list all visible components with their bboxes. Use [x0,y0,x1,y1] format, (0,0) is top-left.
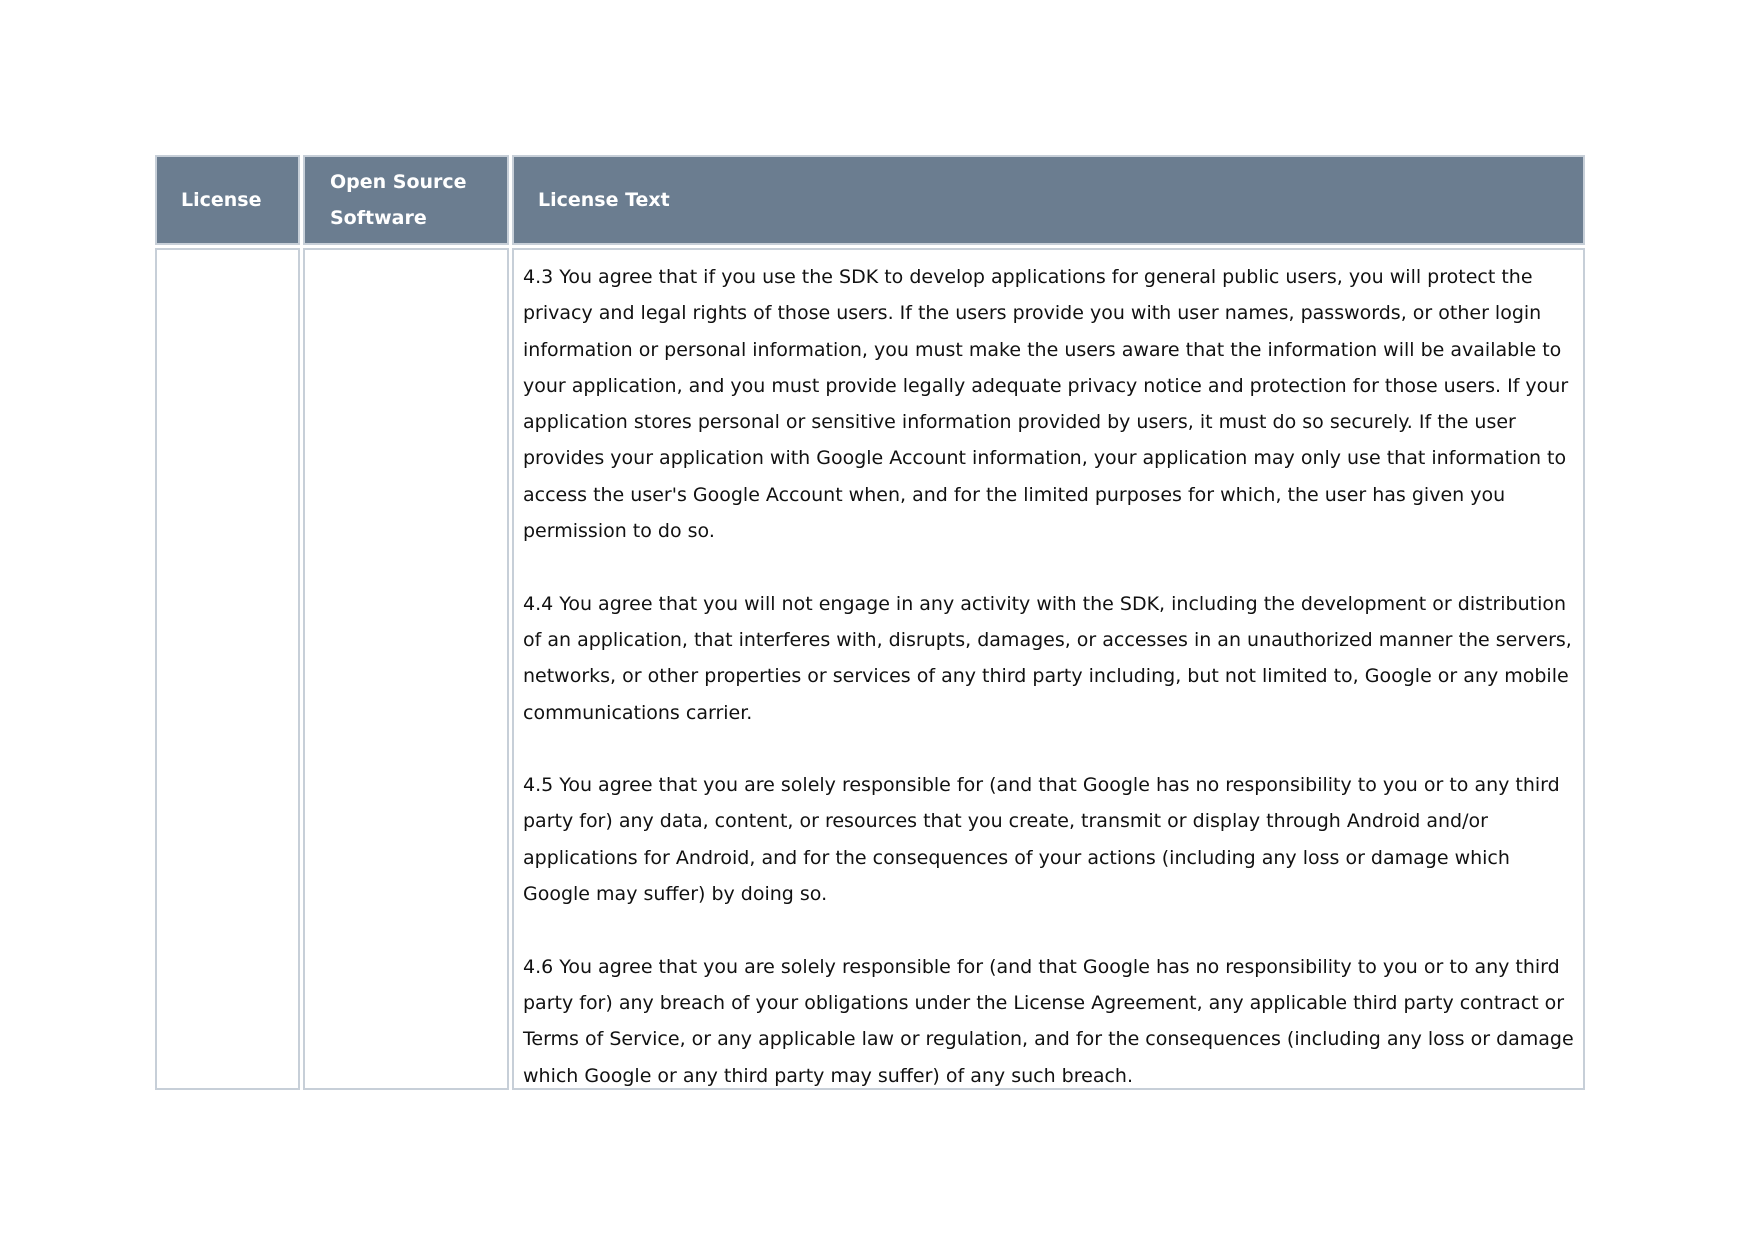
header-open-source-software [303,155,509,245]
cell-license-text [512,248,1585,1090]
cell-license [155,248,300,1090]
header-license [155,155,300,245]
clause-4-6: 4.6 You agree that you are solely responsible for (and that Google has no responsibility to you or to any third party for) any breach of your obligations under the License Agreement, any applicable third party contract or Terms of Service, or any applicable law or regulation, and for the consequences (including any loss or damage which Google or any third party may suffer) of any such breach. [523,955,1574,1087]
clause-4-4: 4.4 You agree that you will not engage in any activity with the SDK, including the development or distribution of an application, that interferes with, disrupts, damages, or accesses in an unauthorized manner the servers, networks, or other properties or services of any third party including, but not limited to, Google or any mobile communications carrier. [523,592,1572,724]
header-software-label-line2: Software [330,207,427,229]
header-license-text [512,155,1585,245]
cell-software [303,248,509,1090]
header-software-label-line1: Open Source [330,171,467,193]
header-license-text-label: License Text [538,189,670,211]
header-software-label [330,164,467,236]
header-license-label: License [181,189,262,211]
clause-4-3: 4.3 You agree that if you use the SDK to develop applications for general public users, you will protect the privacy and legal rights of those users. If the users provide you with user names, passwords, or other login information or personal information, you must make the users aware that the information will be available to your application, and you must provide legally adequate privacy notice and protection for those users. If your application stores personal or sensitive information provided by users, it must do so securely. If the user provides your application with Google Account information, your application may only use that information to access the user's Google Account when, and for the limited purposes for which, the user has given you permission to do so. [523,266,1569,543]
clause-4-5: 4.5 You agree that you are solely responsible for (and that Google has no responsibility to you or to any third party for) any data, content, or resources that you create, transmit or display through Android and/or applications for Android, and for the consequences of your actions (including any loss or damage which Google may suffer) by doing so. [523,774,1560,906]
license-table [155,155,1585,1090]
